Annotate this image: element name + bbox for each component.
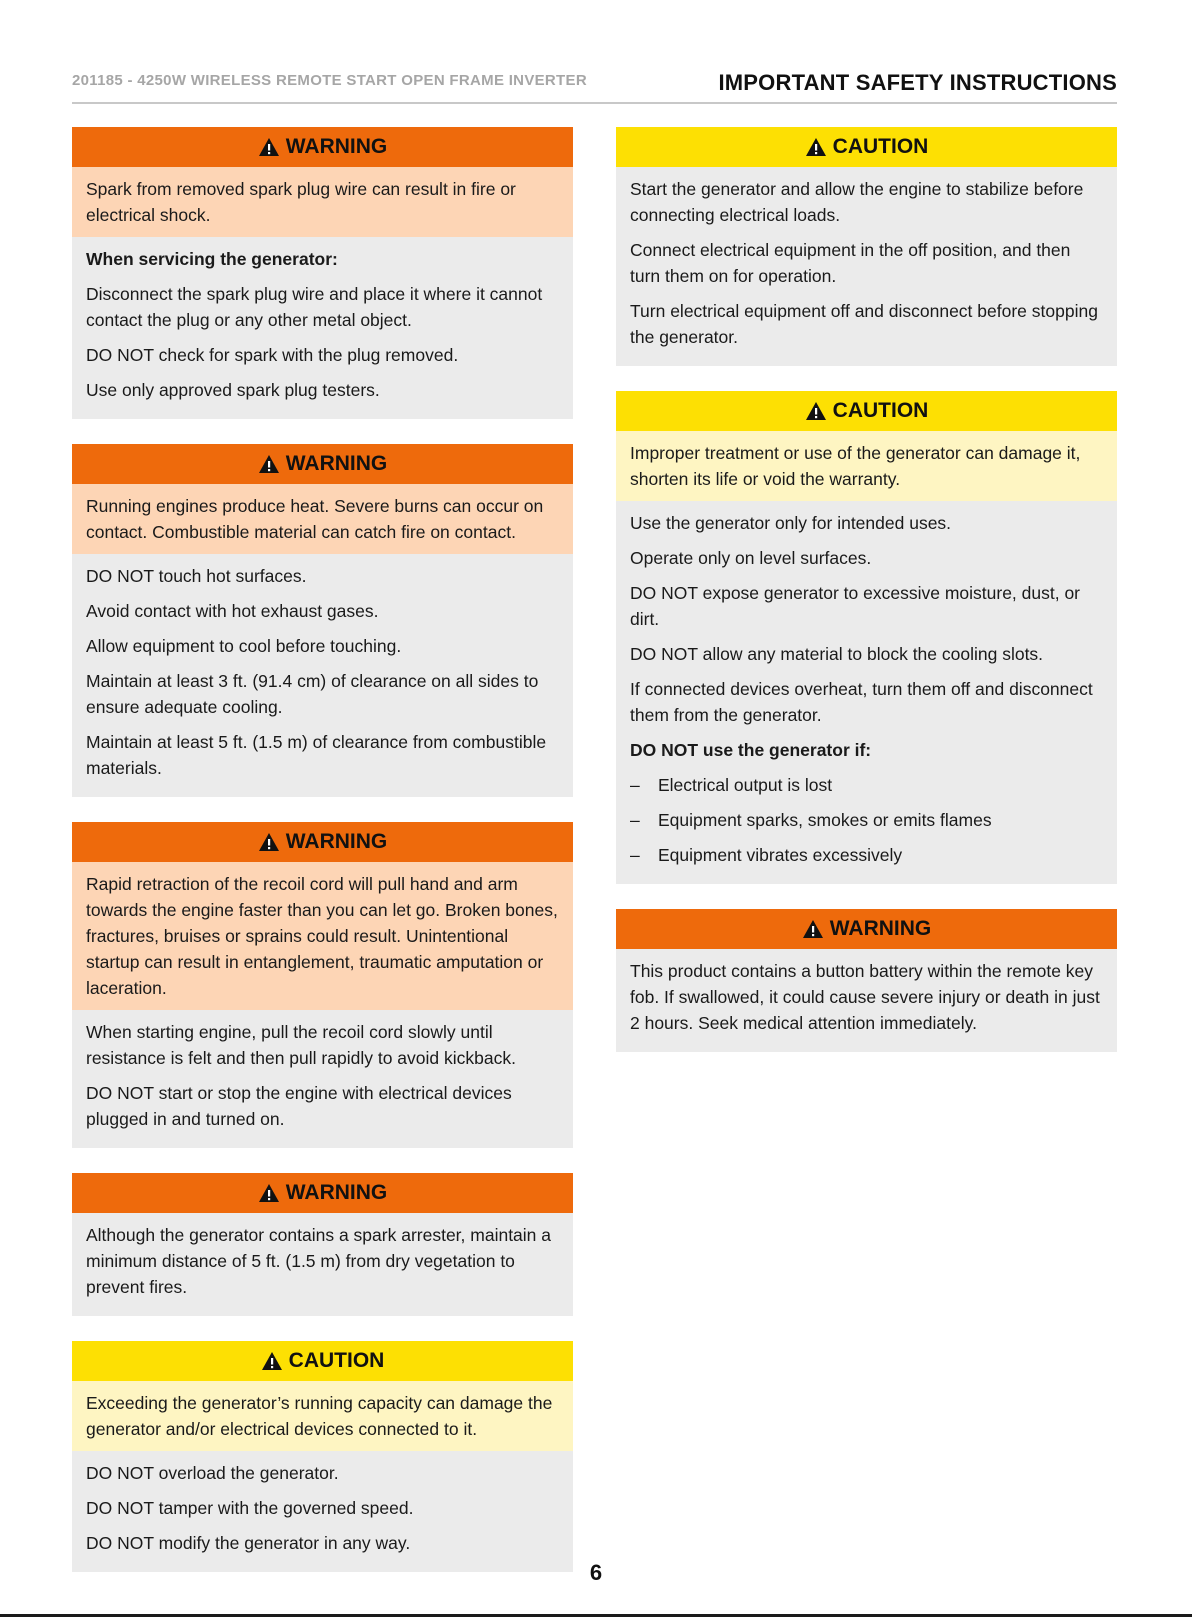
warning-triangle-icon	[258, 454, 280, 474]
dash-marker: –	[630, 845, 640, 865]
instruction-text: DO NOT check for spark with the plug removed.	[86, 345, 459, 365]
instruction-text: Turn electrical equipment off and disconnect before stopping the generator.	[630, 301, 1098, 347]
warning-label: WARNING	[285, 135, 388, 158]
warning-label: WARNING	[285, 452, 388, 475]
instruction-text: Avoid contact with hot exhaust gases.	[86, 601, 379, 621]
instruction-heading: DO NOT use the generator if:	[630, 740, 872, 760]
warning-triangle-icon	[802, 919, 824, 939]
instruction-text: Maintain at least 5 ft. (1.5 m) of clearance from combustible materials.	[86, 732, 547, 778]
warning-box-spark-plug	[72, 127, 573, 419]
caution-box-capacity	[72, 1341, 573, 1572]
warning-body	[72, 237, 573, 419]
dash-marker: –	[630, 810, 640, 830]
caution-label: CAUTION	[288, 1349, 385, 1372]
caution-header	[616, 127, 1117, 167]
caution-label: CAUTION	[832, 135, 929, 158]
warning-header	[72, 444, 573, 484]
warning-body	[72, 1213, 573, 1316]
instruction-heading: When servicing the generator:	[86, 249, 338, 269]
instruction-text: If connected devices overheat, turn them off and disconnect them from the generator.	[630, 679, 1093, 725]
instruction-text: Use the generator only for intended uses.	[630, 513, 952, 533]
page-header	[72, 66, 1117, 104]
warning-box-heat	[72, 444, 573, 797]
caution-body	[72, 1451, 573, 1572]
caution-label: CAUTION	[832, 399, 929, 422]
warning-body	[72, 1010, 573, 1148]
instruction-text: Although the generator contains a spark arrester, maintain a minimum distance of 5 ft. (1.5 m) from dry vegetation to prevent fires.	[86, 1225, 551, 1297]
warning-body	[616, 949, 1117, 1052]
instruction-text: DO NOT allow any material to block the cooling slots.	[630, 644, 1044, 664]
warning-intro: Rapid retraction of the recoil cord will pull hand and arm towards the engine faster than you can let go. Broken bones, fractures, bruises or sprains could result. Unintentional startup can result in entanglement, traumatic amputation or laceration.	[72, 862, 573, 1010]
document-title: 201185 - 4250W WIRELESS REMOTE START OPEN FRAME INVERTER	[72, 72, 587, 89]
instruction-text: Operate only on level surfaces.	[630, 548, 872, 568]
warning-body	[72, 554, 573, 797]
list-item	[630, 772, 1103, 798]
instruction-text: DO NOT expose generator to excessive moisture, dust, or dirt.	[630, 583, 1081, 629]
instruction-text: When starting engine, pull the recoil cord slowly until resistance is felt and then pull rapidly to avoid kickback.	[86, 1022, 516, 1068]
caution-header	[72, 1341, 573, 1381]
warning-triangle-icon	[261, 1351, 283, 1371]
instruction-text: Start the generator and allow the engine to stabilize before connecting electrical loads.	[630, 179, 1084, 225]
warning-label: WARNING	[285, 1181, 388, 1204]
page-number: 6	[589, 1560, 603, 1585]
right-column	[616, 127, 1117, 1077]
instruction-text: Allow equipment to cool before touching.	[86, 636, 402, 656]
instruction-text: DO NOT start or stop the engine with electrical devices plugged in and turned on.	[86, 1083, 512, 1129]
list-item	[630, 807, 1103, 833]
warning-box-spark-arrester	[72, 1173, 573, 1316]
left-column	[72, 127, 573, 1597]
caution-intro: Improper treatment or use of the generator can damage it, shorten its life or void the warranty.	[616, 431, 1117, 501]
caution-body	[616, 501, 1117, 884]
instruction-text: Disconnect the spark plug wire and place it where it cannot contact the plug or any other metal object.	[86, 284, 543, 330]
warning-box-recoil-cord	[72, 822, 573, 1148]
list-item-text: Equipment sparks, smokes or emits flames	[658, 810, 992, 830]
instruction-text: DO NOT overload the generator.	[86, 1463, 339, 1483]
warning-triangle-icon	[258, 1183, 280, 1203]
warning-triangle-icon	[805, 137, 827, 157]
warning-header	[72, 1173, 573, 1213]
warning-box-button-battery	[616, 909, 1117, 1052]
dash-marker: –	[630, 775, 640, 795]
instruction-text: Connect electrical equipment in the off position, and then turn them on for operation.	[630, 240, 1071, 286]
section-title: IMPORTANT SAFETY INSTRUCTIONS	[718, 70, 1117, 95]
caution-box-loads	[616, 127, 1117, 366]
instruction-text: DO NOT tamper with the governed speed.	[86, 1498, 414, 1518]
warning-header	[72, 127, 573, 167]
instruction-text: DO NOT modify the generator in any way.	[86, 1533, 411, 1553]
instruction-text: Use only approved spark plug testers.	[86, 380, 380, 400]
list-item-text: Electrical output is lost	[658, 775, 833, 795]
caution-body	[616, 167, 1117, 366]
warning-label: WARNING	[829, 917, 932, 940]
warning-header	[616, 909, 1117, 949]
instruction-text: This product contains a button battery within the remote key fob. If swallowed, it could cause severe injury or death in just 2 hours. Seek medical attention immediately.	[630, 961, 1100, 1033]
warning-header	[72, 822, 573, 862]
warning-triangle-icon	[258, 832, 280, 852]
caution-intro: Exceeding the generator’s running capacity can damage the generator and/or electrical devices connected to it.	[72, 1381, 573, 1451]
warning-intro: Spark from removed spark plug wire can result in fire or electrical shock.	[72, 167, 573, 237]
caution-box-improper-use	[616, 391, 1117, 884]
warning-intro: Running engines produce heat. Severe burns can occur on contact. Combustible material can catch fire on contact.	[72, 484, 573, 554]
caution-header	[616, 391, 1117, 431]
warning-triangle-icon	[805, 401, 827, 421]
warning-triangle-icon	[258, 137, 280, 157]
list-item	[630, 842, 1103, 868]
instruction-text: DO NOT touch hot surfaces.	[86, 566, 307, 586]
instruction-text: Maintain at least 3 ft. (91.4 cm) of clearance on all sides to ensure adequate cooling.	[86, 671, 539, 717]
list-item-text: Equipment vibrates excessively	[658, 845, 903, 865]
warning-label: WARNING	[285, 830, 388, 853]
